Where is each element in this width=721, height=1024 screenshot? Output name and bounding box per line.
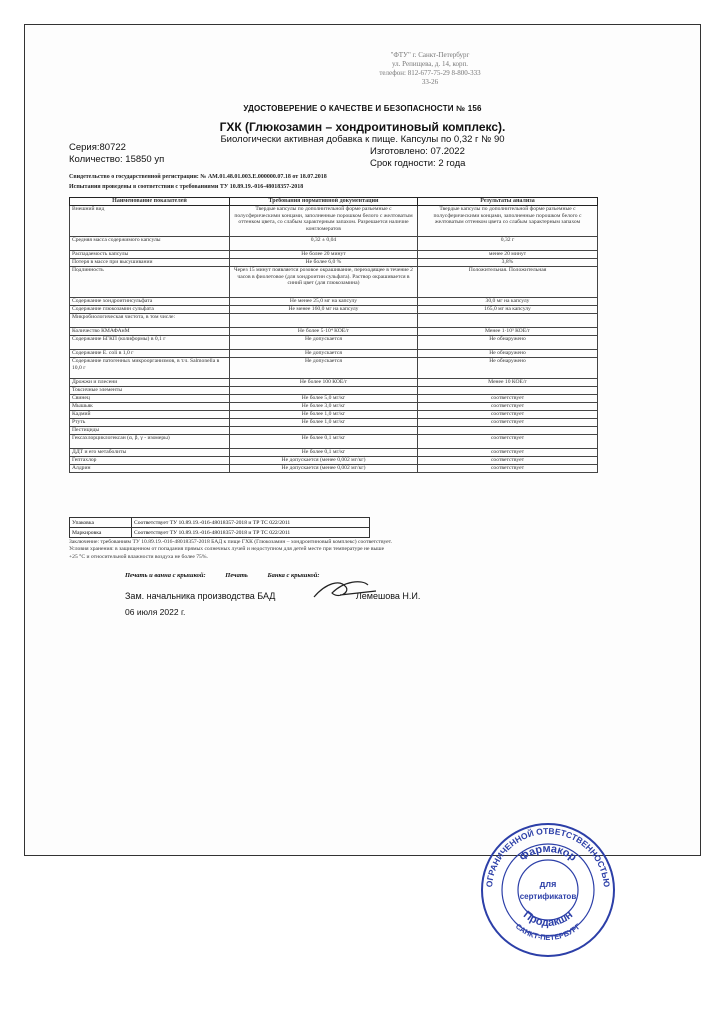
table-header-row xyxy=(70,198,598,206)
row-name-cell: Гексахлорциклогексан (α, β, γ - изомеры) xyxy=(70,435,230,449)
quality-table xyxy=(69,197,598,473)
stamp-mid: Печать xyxy=(225,572,248,579)
row-result-cell: 30,0 мг на капсулу xyxy=(418,298,598,306)
row-result-cell xyxy=(418,387,598,395)
table-row xyxy=(70,387,598,395)
row-requirement-cell xyxy=(230,314,418,328)
row-requirement-cell: Не допускается xyxy=(230,350,418,358)
table-row xyxy=(70,314,598,328)
signature-line xyxy=(125,591,420,601)
row-requirement-cell: Не более 5·10⁴ КОЕ/г xyxy=(230,328,418,336)
seal-ring-bottom: САНКТ-ПЕТЕРБУРГ xyxy=(513,921,583,943)
packaging-label: Упаковка xyxy=(70,518,132,528)
product-subtitle: Биологически активная добавка к пище. Капсулы по 0,32 г № 90 xyxy=(220,134,505,145)
row-result-cell xyxy=(418,427,598,435)
seal-center-1: для xyxy=(539,879,557,889)
row-result-cell: соответствует xyxy=(418,395,598,403)
row-result-cell: 3,8% xyxy=(418,259,598,267)
row-name-cell: Содержание глюкозамин сульфата xyxy=(70,306,230,314)
row-requirement-cell: Не более 0,1 мг/кг xyxy=(230,449,418,457)
table-row xyxy=(70,449,598,457)
row-requirement-cell: Не допускается xyxy=(230,358,418,379)
stamp-right: Банка с крышкой: xyxy=(267,572,320,579)
row-requirement-cell: Не более 6,0 % xyxy=(230,259,418,267)
seal-ring-top: ОГРАНИЧЕННОЙ ОТВЕТСТВЕННОСТЬЮ xyxy=(483,825,613,888)
table-row xyxy=(70,465,598,473)
svg-text:Продакшн xyxy=(521,909,575,929)
row-result-cell: соответствует xyxy=(418,435,598,449)
row-name-cell: Алдрин xyxy=(70,465,230,473)
row-name-cell: ДДТ и его метаболиты xyxy=(70,449,230,457)
manufacture-date: Изготовлено: 07.2022 xyxy=(370,146,465,157)
row-result-cell: 0,32 г xyxy=(418,237,598,251)
row-name-cell: Гептахлор xyxy=(70,457,230,465)
row-requirement-cell: Твердые капсулы по дополнительной форме разъемные с полусферическими концами, заполненные порошком белого с желтоватым оттенком цвета, со слабым характерным запахом. Разрешается наличие конгломератов xyxy=(230,206,418,237)
row-requirement-cell: Не более 1,0 мг/кг xyxy=(230,411,418,419)
row-name-cell: Кадмий xyxy=(70,411,230,419)
table-row xyxy=(70,251,598,259)
row-name-cell: Микробиологическая чистота, в том числе: xyxy=(70,314,230,328)
marking-label: Маркировка xyxy=(70,528,132,538)
row-requirement-cell: Через 15 минут появляется розовое окрашивание, переходящее в течение 2 часов в фиолетовое (для хондроитин сульфата). Раствор окрашивается в синий цвет (для глюкозамина) xyxy=(230,267,418,298)
row-name-cell: Средняя масса содержимого капсулы xyxy=(70,237,230,251)
storage-line: Условия хранения: в защищенном от попадания прямых солнечных лучей и недоступном для детей месте при температуре не выше xyxy=(69,546,385,553)
table-row xyxy=(70,395,598,403)
row-name-cell: Содержание E. coli в 1,0 г xyxy=(70,350,230,358)
row-requirement-cell: Не более 3,0 мг/кг xyxy=(230,403,418,411)
series: Серия:80722 xyxy=(69,142,126,153)
row-result-cell xyxy=(418,314,598,328)
row-requirement-cell: Не более 5,0 мг/кг xyxy=(230,395,418,403)
row-result-cell: соответствует xyxy=(418,465,598,473)
row-requirement-cell: Не более 0,1 мг/кг xyxy=(230,435,418,449)
row-result-cell: Твердые капсулы по дополнительной форме разъемные с полусферическими концами, заполненные порошком белого с желтоватым оттенком цвета со слабым характерным запахом xyxy=(418,206,598,237)
row-result-cell: соответствует xyxy=(418,449,598,457)
row-requirement-cell: Не более 1,0 мг/кг xyxy=(230,419,418,427)
table-row xyxy=(70,528,370,538)
conclusion-line: Заключение: требованиям ТУ 10.89.19.-016-48018357-2018 БАД к пище ГХК (Глюкозамин – хондроитиновый комплекс) соответствует. xyxy=(69,539,393,545)
row-result-cell: соответствует xyxy=(418,457,598,465)
table-row xyxy=(70,379,598,387)
row-result-cell: менее 20 минут xyxy=(418,251,598,259)
table-row xyxy=(70,237,598,251)
table-row xyxy=(70,419,598,427)
row-result-cell: соответствует xyxy=(418,419,598,427)
row-requirement-cell: Не более 20 минут xyxy=(230,251,418,259)
tests-line: Испытания проведены в соответствии с требованиями ТУ 10.89.19.-016-48018357-2018 xyxy=(69,184,304,190)
document-sheet xyxy=(24,24,701,856)
row-requirement-cell xyxy=(230,427,418,435)
column-header-result: Результаты анализа xyxy=(418,198,598,206)
table-row xyxy=(70,267,598,298)
column-header-name: Наименование показателей xyxy=(70,198,230,206)
address-line: "ФТУ" г. Санкт-Петербург xyxy=(390,51,470,59)
row-result-cell: 165,0 мг на капсулу xyxy=(418,306,598,314)
company-seal xyxy=(478,820,618,960)
row-name-cell: Количество КМАФАнМ xyxy=(70,328,230,336)
row-name-cell: Распадаемость капсулы xyxy=(70,251,230,259)
row-name-cell: Дрожжи и плесени xyxy=(70,379,230,387)
table-row xyxy=(70,336,598,350)
seal-brand-bottom: Продакшн xyxy=(520,908,576,930)
row-name-cell: Пестициды xyxy=(70,427,230,435)
packaging-table xyxy=(69,517,370,538)
row-result-cell: соответствует xyxy=(418,411,598,419)
stamp-line xyxy=(125,572,320,579)
row-result-cell: Не обнаружено xyxy=(418,336,598,350)
stamp-label: Печать и ванна с крышкой: xyxy=(125,572,206,579)
row-name-cell: Содержание БГКП (колиформы) в 0,1 г xyxy=(70,336,230,350)
row-result-cell: Не обнаружено xyxy=(418,350,598,358)
row-result-cell: Менее 1·10³ КОЕ/г xyxy=(418,328,598,336)
conclusion xyxy=(69,539,629,561)
storage-line: +25 °С и относительной влажности воздуха не более 75%. xyxy=(69,553,208,560)
shelf-life: Срок годности: 2 года xyxy=(370,158,466,169)
manufacturer-address xyxy=(355,51,505,87)
table-row xyxy=(70,411,598,419)
row-name-cell: Свинец xyxy=(70,395,230,403)
handwritten-signature xyxy=(310,577,380,603)
row-requirement-cell: Не допускается (менее 0,002 мг/кг) xyxy=(230,457,418,465)
table-row xyxy=(70,427,598,435)
row-requirement-cell: Не допускается xyxy=(230,336,418,350)
table-row xyxy=(70,259,598,267)
address-line: телефон: 812-677-75-29 8-800-333 xyxy=(379,69,481,77)
row-result-cell: соответствует xyxy=(418,403,598,411)
row-name-cell: Потеря в массе при высушивании xyxy=(70,259,230,267)
row-name-cell: Содержание патогенных микроорганизмов, в т.ч. Salmonella в 10,0 г xyxy=(70,358,230,379)
address-line: 33-26 xyxy=(421,78,439,86)
row-name-cell: Подлинность xyxy=(70,267,230,298)
row-name-cell: Токсичные элементы xyxy=(70,387,230,395)
row-result-cell: Не обнаружено xyxy=(418,358,598,379)
product-name: ГХК (Глюкозамин – хондроитиновый комплекс). xyxy=(219,120,506,134)
table-row xyxy=(70,403,598,411)
packaging-value: Соответствует ТУ 10.89.19.-016-48018357-2018 и ТР ТС 022/2011 xyxy=(132,518,370,528)
table-row xyxy=(70,328,598,336)
column-header-requirement: Требования нормативной документации xyxy=(230,198,418,206)
row-result-cell: Положительная. Положительная xyxy=(418,267,598,298)
document-title: УДОСТОВЕРЕНИЕ О КАЧЕСТВЕ И БЕЗОПАСНОСТИ № 156 xyxy=(243,104,482,113)
row-result-cell: Менее 10 КОЕ/г xyxy=(418,379,598,387)
signature-name: Лемешова Н.И. xyxy=(355,591,421,601)
seal-center-2: сертификатов xyxy=(519,892,577,901)
marking-value: Соответствует ТУ 10.89.19.-016-48018357-2018 и ТР ТС 022/2011 xyxy=(132,528,370,538)
table-row xyxy=(70,457,598,465)
row-requirement-cell xyxy=(230,387,418,395)
table-row xyxy=(70,518,370,528)
row-name-cell: Мышьяк xyxy=(70,403,230,411)
signature-label: Зам. начальника производства БАД xyxy=(125,591,276,601)
seal-brand-top: Фармакор xyxy=(517,842,579,864)
address-line: ул. Репищева, д. 14, корп. xyxy=(391,60,468,68)
row-name-cell: Внешний вид xyxy=(70,206,230,237)
row-requirement-cell: Не менее 25,0 мг на капсулу xyxy=(230,298,418,306)
row-requirement-cell: Не менее 160,0 мг на капсулу xyxy=(230,306,418,314)
row-name-cell: Содержание хондроитинсульфата xyxy=(70,298,230,306)
table-row xyxy=(70,306,598,314)
issue-date: 06 июля 2022 г. xyxy=(125,607,186,617)
row-name-cell: Ртуть xyxy=(70,419,230,427)
table-row xyxy=(70,350,598,358)
table-row xyxy=(70,206,598,237)
row-requirement-cell: Не более 100 КОЕ/г xyxy=(230,379,418,387)
row-requirement-cell: 0,32 ± 0,04 xyxy=(230,237,418,251)
table-row xyxy=(70,358,598,379)
quantity: Количество: 15850 уп xyxy=(69,154,165,165)
table-row xyxy=(70,435,598,449)
row-requirement-cell: Не допускается (менее 0,002 мг/кг) xyxy=(230,465,418,473)
svg-text:Фармакор xyxy=(518,843,579,864)
registration-line: Свидетельство о государственной регистрации: № AM.01.48.01.003.E.000000.07.18 от 18.07.2018 xyxy=(69,174,327,180)
table-row xyxy=(70,298,598,306)
